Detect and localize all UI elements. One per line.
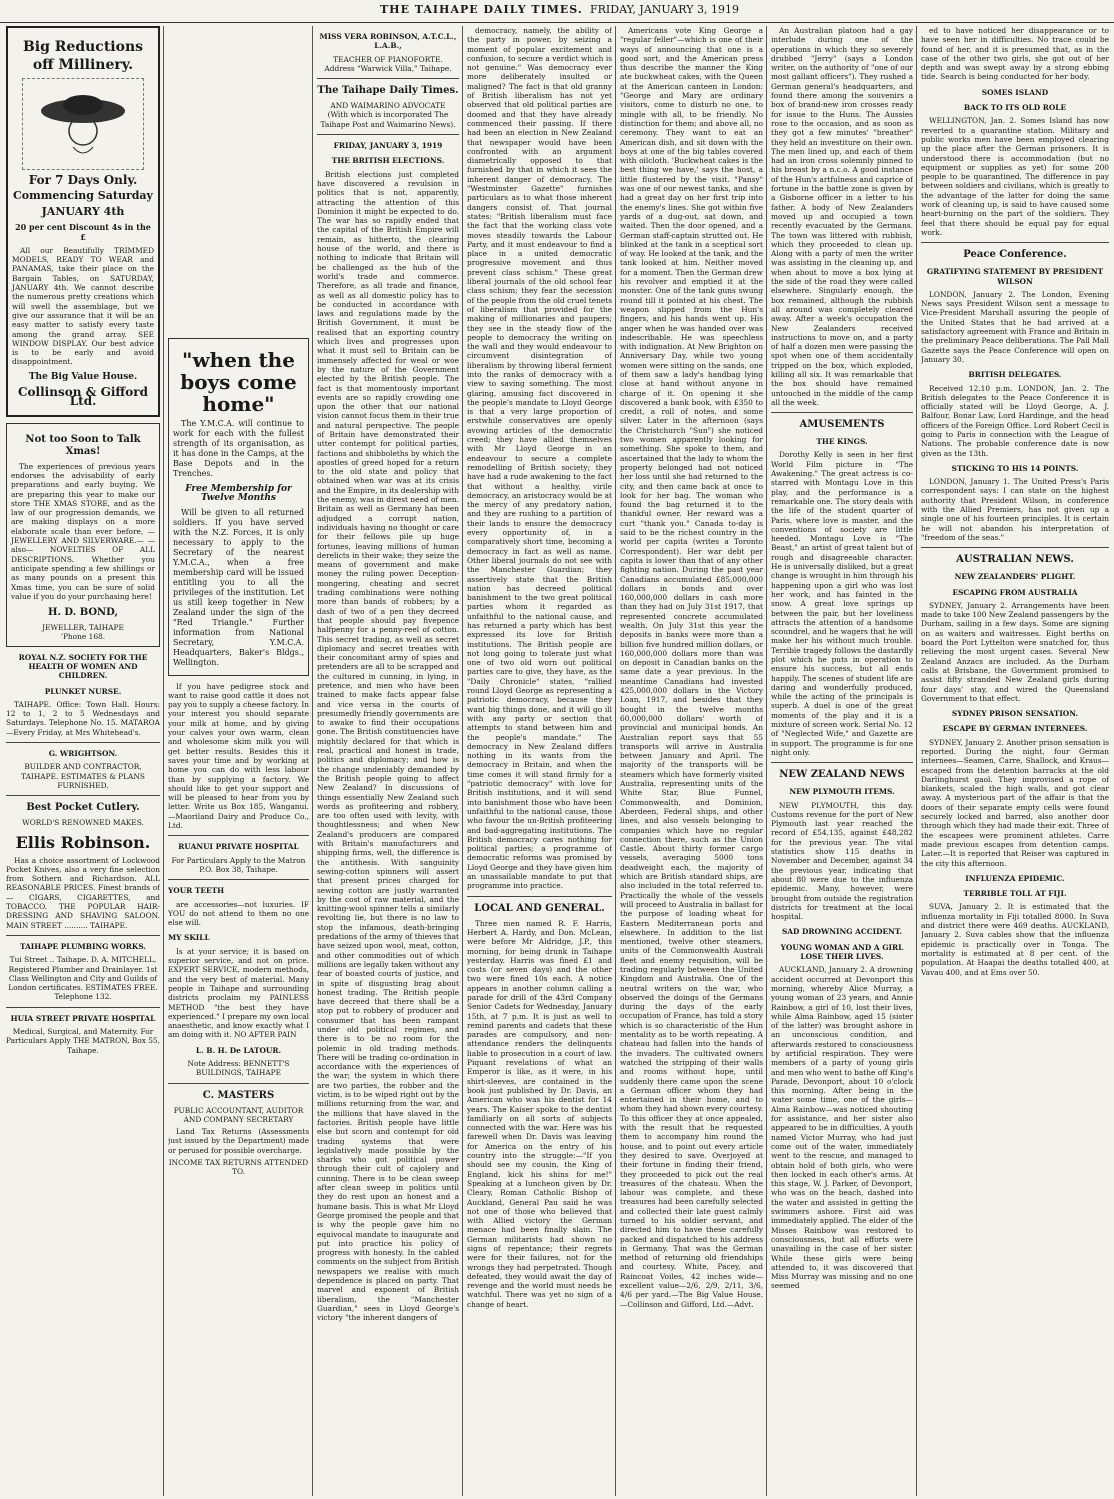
masters-body-2: Land Tax Returns (Assessments just issued by the Department) made or perused for possible overcharge. bbox=[168, 1127, 309, 1155]
plunket-society: ROYAL N.Z. SOCIETY FOR THE HEALTH OF WOMEN AND CHILDREN. bbox=[18, 652, 148, 681]
skill-title: MY SKILL bbox=[168, 933, 210, 943]
editorial-headline: THE BRITISH ELECTIONS. bbox=[331, 156, 445, 166]
plunket-title: PLUNKET NURSE. bbox=[44, 686, 122, 696]
divider bbox=[6, 1007, 160, 1008]
ad-headline: Big Reductions off Millinery. bbox=[22, 39, 144, 73]
divider bbox=[168, 879, 309, 880]
ad-commencing: Commencing Saturday bbox=[13, 189, 153, 203]
column-rule bbox=[766, 26, 767, 1496]
points-body: LONDON, January 1. The United Press's Paris correspondent says: I can state on the highest authority that President Wilson, in conference with the Allied Premiers, has not given up a single one of his fourteen principles. It is certain he will not abandon his interpretation of "freedom of the seas." bbox=[921, 477, 1109, 542]
divider bbox=[921, 547, 1109, 548]
new-plymouth-body: NEW PLYMOUTH, this day. Customs revenue for the port of New Plymouth last year reached the record of £54,135, against £48,282 for the previous year. The vital statistics show 115 deaths in November and December, against 34 the previous year, indicating that about 80 were due to the influenza epidemic. Many, however, were brought from outside the registration districts for treatment at the local hospital. bbox=[771, 800, 913, 922]
column-rule bbox=[312, 26, 313, 1496]
divider bbox=[168, 835, 309, 836]
divider bbox=[6, 742, 160, 743]
somes-headline: SOMES ISLAND bbox=[981, 87, 1049, 97]
divider bbox=[771, 762, 913, 763]
influenza-body: SUVA, January 2. It is estimated that the influenza mortality in Fiji totalled 8000. In Suva and district there were 469 deaths. AUCKLAND, January 2. Suva cables show that the influenza epidemic is practically over in Tonga. The mortality is estimated at 8 per cent. of the population. At Haapai the deaths totalled 400, at Vavau 400, and at Ems over 50. bbox=[921, 902, 1109, 977]
ad-body: The experiences of previous years endorses the advisability of early preparations and early buying. We are preparing this year to make our store THE XMAS STORE, and as the law of our progression demands, we are making displays on a more elaborate scale than ever before, —JEWELLERY AND SILVERWARE.— —also— NOVELTIES OF ALL DESCRIPTIONS. Whether you anticipate spending a few shillings or as many pounds on a present this Xmas time, you can be sure of solid value if you do your purchasing here! bbox=[11, 461, 155, 601]
masthead bbox=[0, 0, 1114, 23]
column-2-top-space bbox=[168, 26, 309, 338]
editorial-body: British elections just completed have discovered a revulsion in politics that is not, apparently, attracting the attention of this Dominion it might be expected to do. The war has so rapidly ended that the capital of the British Empire will remain, as hitherto, the clearing house of the world, and there is nothing to indicate that Britain will be challenged as the hub of the world's trade and commerce. Therefore, as all trade and finance, as well as all domestic policy has to be conducted in accordance with laws and regulations made by the British Government, it must be realised that an exporting country which lives and progresses upon what it must sell to Britain can be immensely affected for weal or woe by the nature of the Government elected by the British people. The fact is that momentously important events are so rapidly crowding one upon the other that our national vision cannot focus them in their true and natural perspective. The people of Britain have demonstrated their utter contempt for political parties, factions and shibboleths by which the apostles of greed hoped for a return to the old state and policy that obtained when war was at its crisis and the Empire, in its dealership with the enemy, was in direst need of men. Britain as well as Germany has been adjudged a corrupt nation, individuals having no thought or care for their fellows pile up huge fortunes, leaving millions of human derelicts in their wake; they seize the means of government and make money the ruling power. Deception-mongering, cheating and secret trading combinations were nothing more than bands of robbers; by a dash of two of a pen they decreed that people should pay fivepence halfpenny for a penny-reel of cotton. This secret trading, as well as secret diplomacy and secret treaties with their concomitant army of spies and pretenders are all to be scrapped and the cultured in cunning, in lying, in pretence, and men who have been trained to make facts appear false and vice versa in the courts of presumedly friendly governments are to awake to find their occupations gone. The British constituencies have mightily declared for that which is real, practical and honest in trade, politics and diplomacy; and how is the change undeniably demanded by the British people going to affect New Zealand? In discussions of things essentially New Zealand such words as profiteering and robbery, are too often used with levity, with thoughtlessness; and when New Zealand's producers are compared with Britain's manufacturers and shipping firms, well, the difference is the antithesis. With sanguinity sewing-cotton spinners will assert that present prices charged for sewing cotton are justly warranted by the cost of raw material, and the knitting-wool spinner tells a similarly revolting lie, but there is no law to stop the infamous, death-bringing predations of the army of thieves that have seized upon wool, meat, cotton, and other commodities out of which millions are legally taken without any fear of boasted courts of justice, and in spite of disgusting brag about honest trading. The British people have decreed that there shall be a stop put to robbery of producer and consumer that has been rampant under old political regimes, and there is to be no room for the polemic in old trading methods. There will be trading co-ordination in accordance with the experiences of the war; the system in which there are two parties, the robber and the victim, is to be wiped right out by the millions returning from the war, and the millions that have slaved in the factories. British people have little else but scorn and contempt for old trading systems that were legislatively made possible by the sharks who got political power through their cult of cajolery and cunning. There is to be clean sweep after clean sweep in politics until they do rest upon an honest and a humane basis. This is what Mr Lloyd George promised the people and that is why the people gave him no equivocal mandate to inaugurate and put into practice his policy of progress with honesty. In the cabled comments on the subject from British newspapers we realise with much dependence is placed on party. That marvel and exponent of British liberalism, the "Manchester Guardian," sees in Lloyd George's victory "the inherent dangers of bbox=[317, 169, 459, 1323]
masters-body-3: INCOME TAX RETURNS ATTENDED TO. bbox=[168, 1158, 309, 1177]
teacher-name: MISS VERA ROBINSON, A.T.C.L., L.A.B., bbox=[319, 32, 457, 51]
ad-discount: 20 per cent Discount 4s in the £ bbox=[15, 221, 151, 242]
drowning-continued: ed to have noticed her disappearance or to have seen her in difficulties. No trace could be found of her, and it is presumed that, as in the case of the other two girls, she got out of her depth and was swept away by a strong ebbing tide. Search is being conducted for her body. bbox=[921, 26, 1109, 82]
plumbing-body: Tui Street .. Taihape. D. A. MITCHELL, Registered Plumber and Drainlayer. 1st Class Wellington and City and Guilds of London certificates. ESTIMATES FREE. Telephone 132. bbox=[8, 955, 158, 1002]
cutlery-body: Has a choice assortment of Lockwood Pocket Knives, also a very fine selection from Sothern and Richardson. ALL REASONABLE PRICES. Finest brands of— CIGARS, CIGARETTES, and TOBACCO. THE POPULAR HAIR-DRESSING AND SHAVING SALOON. MAIN STREET .......... TAIHAPE. bbox=[6, 855, 160, 930]
news-paragraphs: Americans vote King George a "regular feller"—which is one of their ways of announcing that one is a good sort, and the American press thus describe the manner the King ate buckwheat cakes, with the Queen at the American canteen in London: "George and Mary are ordinary visitors, come to disturb no one, to mingle with all, to be friendly. No distinction for them; and above all, no ceremony. They want to eat an American dish, and sit down with the boys at one of the big tables covered with oilcloth. 'Buckwheat cakes is the best thing we have,' says the host, a little flustered by the visit. "Pansy" was one of our newest tanks, and she had a great day on her first trip into the enemy's lines. She got within five yards of a dug-out, sat down, and waited. Then the door opened, and a German staff-captain strutted out. He blinked at the tank in a sceptical sort of way. He looked at the tank, and the tank looked at him. Neither moved for a moment. Then the German drew his revolver and emptied it at the monster. One of the tank guns swung round till it pointed at his chest. The weapon slipped from the Hun's fingers, and his hands went up. His anger when he was handed over was indescribable. He was speechless with indignation. At New Brighton on Anniversary Day, while two young women were sitting on the sands, one of them saw a lady's handbag lying close at hand without anyone in charge of it. On opening it she discovered a bank book, with £350 to credit, a roll of notes, and some silver. Later in the afternoon (says the Christchurch "Sun") she noticed two women apparently looking for something. She spoke to them, and ascertained that the lady to whom the property belonged had not noticed her loss until she had returned to the city, and then came back at once to look for her bag. The woman who found the bag returned it to the thankful owner. Her reward was a curt "thank you." Canada to-day is said to be the richest country in the world per capita (writes a Toronto Correspondent). Her war debt per capita is lower than that of any other fighting nation. During the past year Canadians accumulated £85,000,000 dollars in bonds and over 160,000,000 dollars in cash more than they had on July 31st 1917, that represented concrete accumulated wealth. On July 31st this year the deposits in banks were more than a billion five hundred million dollars, or 160,000,000 dollars more than was on deposit in Canadian banks on the same date a year previous. In the meantime Canadians had invested 425,000,000 dollars in the Victory Loan, 1917, and besides that they bought in the twelve months 60,000,000 dollars' worth of provincial and municipal bonds. An Australian report says that 55 transports will arrive in Australia between January and April. The majority of the transports will be steamers which have formerly visited Australia, representing units of the White Star, Blue Funnel, Commonwealth, and Dominion, Aberdeen, Federal ships, and other lines, and also vessels belonging to companies which have no regular connection there, such as the Union Castle. About thirty former cargo vessels, averaging 5000 tons deadweight each, the majority of which are British standard ships, are also included in the total referred to. Practically the whole of the vessels will proceed to Australia in ballast for the purpose of loading wheat for Eastern Mediterranean ports and elsewhere. In addition to the list mentioned, twelve other steamers, units of the Commonwealth Australi fleet and enemy requisition, will be trading regularly between the United Kingdom and Australia. One of the neutral writers on the war, who observed the doings of the Germans during the days of the early occupation of France, has told a story which is so characteristic of the Hun mentality as to be worth repeating. A chateau had fallen into the hands of the invaders. The cultivated owners watched the stripping of their walls and rooms without hope, until suddenly there came upon the scene a German officer whom they had entertained in their home, and to whom they had shown every courtesy. To this officer they at once appealed, with the result that he requested them to accompany him round the house, and to point out every article they desired to save. Overjoyed at their fortune in finding their friend, they proceeded to pick out the real treasures of the chateau. When the labour was complete, and these treasures had been carefully selected and collected their late guest calmly turned to his soldier servant, and directed him to have these carefully packed and dispatched to his address in Germany. That was the German method of returning old friendships and courtesy. White, Pacey, and Raincoat Voiles, 42 inches wide—excellent value—2/6, 2/9, 2/11, 3/6, 4/6 per yard.—The Big Value House.—Collinson and Gifford, Ltd.—Advt. bbox=[620, 26, 763, 1309]
paper-sub: AND WAIMARINO ADVOCATE bbox=[330, 101, 446, 111]
ad-body: All our Beautifully TRIMMED MODELS, READY TO WEAR and PANAMAS, take their place on the Bargain Tables, on SATURDAY, JANUARY 4th. We cannot describe the numerous pretty creations which will swell the assemblage, but we give our assurance that it will be an easy matter to satisfy every taste among the grand array. SEE WINDOW DISPLAY. Our best advice is to be early and avoid disappointment. bbox=[12, 245, 154, 367]
divider bbox=[771, 412, 913, 413]
editorial-date: FRIDAY, JANUARY 3, 1919 bbox=[333, 141, 443, 151]
skill-body: Is at your service; it is based on superior service, and not on price. EXPERT SERVICE, modern methods, and the very best of material. Many people in Taihape and surrounding districts proclaim my PAINLESS METHOD "the best they have experienced." I prepare my own local anaesthetic, and know exactly what I am doing with it. NO AFTER PAIN bbox=[168, 946, 309, 1040]
plumbing-title: TAIHAPE PLUMBING WORKS. bbox=[19, 941, 147, 951]
drowning-subhead: YOUNG WOMAN AND A GIRL LOSE THEIR LIVES. bbox=[780, 942, 904, 962]
teacher-role: TEACHER OF PIANOFORTE. bbox=[333, 54, 443, 64]
column-2 bbox=[168, 26, 309, 1496]
nz-news-headline: NEW ZEALAND NEWS bbox=[779, 769, 905, 781]
ad-date: JANUARY 4th bbox=[41, 204, 125, 218]
local-headline: LOCAL AND GENERAL. bbox=[474, 902, 605, 914]
dentist-address: Note Address: BENNETT'S BUILDINGS, TAIHAPE bbox=[187, 1058, 290, 1078]
australian-subhead: NEW ZEALANDERS' PLIGHT. bbox=[954, 572, 1076, 582]
local-body: Three men named R. F. Harris, Herbert A. Hardy, and Don. McLean, were before Mr Aldridge, J.P., this morning, for being drunk in Taihape yesterday. Harris was fined £1 and costs (or seven days) and the other two were fined 10s each. A notice appears in another column calling a parade for drill of the 43rd Company Senior Cadets for Wednesday, January 15th, at 7 p.m. It is just as well to remind parents and cadets that these parades are compulsory, and non-attendance renders the delinquents liable to prosecution in a court of law. Piquant revelations of what an Emperor is like, as it were, in his shirt-sleeves, are contained in the book just published by Dr. Davis, an American who was his dentist for 14 years. The Kaiser spoke to the dentist familiarly on all sorts of subjects connected with the war. Here was his farewell when Dr. Davis was leaving for America on the entry of his country into the struggle:—"If you should see my cousin, the King of England, kick his shins for me!" Speaking at a luncheon given by Dr. Cleary, Roman Catholic Bishop of Auckland, General Pau said he was not one of those who believed that with Allied victory the German menace had been finally slain. The German militarists had shown no signs of repentance; their regrets were for their failures, not for the wrongs they had perpetrated. Though defeated, they would await the day of revenge and the world must needs be watchful. There was yet no sign of a change of heart. bbox=[467, 918, 612, 1309]
builder-body: BUILDER AND CONTRACTOR, TAIHAPE. ESTIMATES & PLANS FURNISHED. bbox=[21, 762, 145, 790]
divider bbox=[6, 935, 160, 936]
ad-phone: 'Phone 168. bbox=[60, 632, 106, 642]
news-paragraphs: An Australian platoon had a gay interlude during one of the operations in which they so severely drubbed "Jerry" (says a London writer, on the authority of "one of our most gallant officers"). They rushed a German general's headquarters, and found there among the souvenirs a box of brand-new iron crosses ready for issue to the Huns. The Aussies rose to the occasion, and as soon as they got a few minutes' "breather" they held an investiture on their own. The men lined up, and each of them had an iron cross solemnly pinned to his breast by a n.c.o. A good instance of the Hun's artfulness and caprice of fortune in the battle zone is given by a Gisborne officer in a letter to his father. A body of New Zealanders moved up and occupied a town recently evacuated by the Germans. The town was littered with rubbish, which they proceeded to clean up. Along with a party of men the writer was assisting in the cleaning up, and when about to move a box lying at the side of the road they were called elsewhere. Singularly enough, the box remained, although the rubbish all around was completely cleared away. After a week's occupation the New Zealanders received instructions to move on, and a party of half a dozen men were passing the spot when one of them accidentally tripped on the box, which exploded, killing all six. It was remarkable that the box should have remained untouched in the middle of the camp all the week. bbox=[771, 26, 913, 407]
ruanui-body: For Particulars Apply to the Matron P.O. Box 38, Taihape. bbox=[171, 855, 306, 874]
ymca-free: Free Membership for Twelve Months bbox=[185, 484, 292, 504]
points-headline: STICKING TO HIS 14 POINTS. bbox=[951, 463, 1079, 473]
delegates-body: Received 12.10 p.m. LONDON, Jan. 2. The British delegates to the Peace Conference it is officially stated will be Lloyd George, A. J. Balfour, Bonar Law, Lord Hardinge, and the head officers of the Foreign Office. Lord Robert Cecil is going to Paris in connection with the League of Nations. The probable conference date is now given as the 13th. bbox=[921, 383, 1109, 458]
peace-subhead: GRATIFYING STATEMENT BY PRESIDENT WILSON bbox=[926, 267, 1104, 286]
millinery-ad bbox=[6, 26, 160, 417]
ad-firm: Collinson & Gifford Ltd. bbox=[17, 385, 148, 409]
kings-headline: THE KINGS. bbox=[816, 437, 868, 447]
column-rule bbox=[163, 26, 164, 1496]
teeth-title: YOUR TEETH bbox=[168, 886, 225, 896]
column-6 bbox=[771, 26, 913, 1496]
delegates-headline: BRITISH DELEGATES. bbox=[968, 370, 1062, 380]
paper-name: The Taihape Daily Times. bbox=[317, 85, 459, 97]
masters-body: PUBLIC ACCOUNTANT, AUDITOR AND COMPANY SECRETARY bbox=[173, 1105, 304, 1124]
australian-subhead-2: ESCAPING FROM AUSTRALIA bbox=[952, 587, 1078, 597]
builder-title: G. WRIGHTSON. bbox=[48, 749, 118, 759]
hospital-title: HUIA STREET PRIVATE HOSPITAL bbox=[10, 1013, 156, 1023]
teeth-body: are accessories—not luxuries. IF YOU do not attend to them no one else will. bbox=[168, 899, 309, 928]
ad-house: The Big Value House. bbox=[28, 371, 138, 382]
amusements-headline: AMUSEMENTS bbox=[799, 419, 885, 431]
masthead-date: FRIDAY, JANUARY 3, 1919 bbox=[590, 3, 739, 16]
ymca-body: The Y.M.C.A. will continue to work for each with the fullest strength of its organisation, as it has done in the Camps, at the Base Depots and in the Trenches. bbox=[173, 419, 304, 478]
prison-body: SYDNEY, January 2. Another prison sensation is reported. During the night, four German internees—Seamen, Carre, Shallock, and Kraus—escaped from the detention barracks at the old Darlinghurst gaol. They improvised a rope of blankets, scaled the high walls, and got clear away. A mysterious part of the affair is that the doors of their separate empty cells were found securely locked and barred, also another door through which they had made their exit. Three of the escapees were prominent athletes. Carre made previous escapes from detention camps. Later.—It is reported that Reiser was captured in the city this afternoon. bbox=[921, 737, 1109, 868]
masthead-title: THE TAIHAPE DAILY TIMES. bbox=[380, 3, 583, 16]
influenza-headline: INFLUENZA EPIDEMIC. bbox=[965, 873, 1065, 883]
divider bbox=[6, 795, 160, 796]
drowning-body: AUCKLAND, January 2. A drowning accident occurred at Devonport this morning, whereby Alice Murray, a young woman of 23 years, and Annie Rainbow, a girl of 10, lost their lives, while Alma Rainbow, aged 15 (sister of the latter) was brought ashore in an unconscious condition, and afterwards restored to consciousness by artificial respiration. They were members of a party of young girls and men who went to bathe off King's Parade, Devonport, about 10 o'clock this morning. After being in the water some time, one of the girls—Alma Rainbow—was noticed shouting for assistance, and her sister also appeared to be in difficulties. A youth named Victor Murray, who had just come out of the water, immediately went to the rescue, and managed to obtain hold of both girls, who were then locked in each other's arms. At this stage, W. J. Parker, of Devonport, who was on the beach, dashed into the water and assisted in getting the swimmers ashore. First aid was immediately applied. The elder of the Misses Rainbow was restored to consciousness, but all efforts were unavailing in the case of her sister. While these girls were being attended to, it was discovered that Miss Murray was missing and no one seemed bbox=[771, 965, 913, 1291]
divider bbox=[317, 134, 459, 135]
peace-body: LONDON, January 2. The London, Evening News says President Wilson sent a message to Vice-President Marshall assuring the people of the United States that he had arrived at a satisfactory agreement with France and Britain in the preliminary Peace deliberations. The Pall Mall Gazette says the Peace Conference will open on January 30. bbox=[921, 289, 1109, 364]
somes-body: WELLINGTON, Jan. 2. Somes Island has now reverted to a quarantine station. Military and public works men have been employed clearing up the place after the German prisoners. It is understood there is accommodation (but no equipment or supplies as yet) for some 200 people to be quarantined. The difference in pay between soldiers and civilians, which is greatly to the advantage of the latter for doing the same work of cleaning up, is said to have caused some heart-burning on the part of the soldiers. They feel that there should be equal pay for equal work. bbox=[921, 116, 1109, 237]
ad-headline: Not too Soon to Talk Xmas! bbox=[25, 433, 141, 457]
column-rule bbox=[462, 26, 463, 1496]
ad-days: For 7 Days Only. bbox=[28, 173, 138, 187]
hat-illustration bbox=[22, 78, 144, 170]
cutlery-name: Ellis Robinson. bbox=[15, 832, 151, 852]
prison-headline: SYDNEY PRISON SENSATION. bbox=[951, 709, 1079, 719]
ymca-body-2: Will be given to all returned soldiers. If you have served with the N.Z. Forces, it is only necessary to apply to the Secretary of the nearest Y.M.C.A., when a free membership card will be issued entitling you to all the privileges of the institution. Let us still keep together in New Zealand under the sign of the "Red Triangle." Further information from National Secretary, Y.M.C.A. Headquarters, Baker's Bldgs., Wellington. bbox=[173, 507, 304, 667]
influenza-subhead: TERRIBLE TOLL AT FIJI. bbox=[963, 889, 1067, 899]
hospital-body: Medical, Surgical, and Maternity. For Particulars Apply THE MATRON, Box 55, Taihape. bbox=[6, 1027, 160, 1055]
divider bbox=[467, 896, 612, 897]
teacher-address: Address "Warwick Villa," Taihape. bbox=[324, 63, 452, 73]
australian-body: SYDNEY, January 2. Arrangements have been made to take 100 New Zealand passengers by the Durham, sailing in a few days. Some are signing on as waiters and waitresses. Eight berths on board the Port Lyttelton were snatched for, thus relieving the most urgent cases. Several New Zealand Anzacs are included. As the Durham calls at Brisbane, the Government promised to assist fifty stranded New Zealand girls during four days' stay, and wired the Queensland Government to that effect. bbox=[921, 600, 1109, 703]
xmas-ad bbox=[6, 423, 160, 647]
kings-body: Dorothy Kelly is seen in her first World Film picture in "The Awakening." The great actress is co-starred with Montagu Love in this play, and the performance is a remarkable one. The story deals with the life of the student quarter of Paris, where love is master, and the conventions of society are little heeded. Montagu Love is "The Beast," an artist of great talent but of rough and disagreeable character. He is universally disliked, but a great change is wrought in him through his happening upon a girl who was lost her work, and has fainted in the snow. A great love springs up between the pair, but her loveliness attracts the attention of a handsome scoundrel, and he wagers that he will make her his without much trouble. Terrible tragedy follows the dastardly plot which he puts in operation to ensure his success, but all ends happily. The scenes of student life are daring and wonderfully produced, while the acting of the principals is superb. A duel is one of the great moments of the play and it is a mixture of screen work. Serial No. 12 of "Neglected Wife," and Gazette are in support. The programme is for one night only. bbox=[771, 450, 913, 757]
ruanui-title: RUANUI PRIVATE HOSPITAL bbox=[178, 842, 299, 852]
peace-headline: Peace Conference. bbox=[963, 249, 1067, 261]
prison-subhead: ESCAPE BY GERMAN INTERNEES. bbox=[942, 724, 1088, 734]
masters-title: C. MASTERS bbox=[202, 1089, 275, 1101]
column-rule bbox=[615, 26, 616, 1496]
ymca-headline: "when the boys come home" bbox=[180, 348, 297, 416]
column-rule bbox=[916, 26, 917, 1496]
column-3 bbox=[317, 26, 459, 1496]
plunket-body: TAIHAPE. Office: Town Hall. Hours: 12 to 1, 2 to 5 Wednesdays and Saturdays. Telephone No. 15. MATAROA—Every Friday, at Mrs Whitehead's. bbox=[6, 699, 160, 737]
dentist-name: L. B. H. De LATOUR. bbox=[195, 1045, 282, 1055]
divider bbox=[168, 1083, 309, 1084]
paper-note: (With which is incorporated The Taihape Post and Waimarino News). bbox=[320, 110, 456, 129]
dairy-ad: If you have pedigree stock and want to raise good cattle it does not pay you to supply a cheese factory. In your interest you should separate your milk at home, and by giving your calves your own warm, clean and wholesome skim milk you will get better results. Besides this it saves your time and by working at home you can do with less labour than by supplying a factory. We should like to get your support and will be pleased to hear from you by letter. Write us Box 185, Wanganui. —Maoriland Dairy and Produce Co., Ltd. bbox=[168, 681, 309, 831]
column-7 bbox=[921, 26, 1109, 1496]
divider bbox=[921, 242, 1109, 243]
australian-headline: AUSTRALIAN NEWS. bbox=[956, 554, 1074, 566]
cutlery-title: Best Pocket Cutlery. bbox=[26, 802, 140, 814]
new-plymouth-headline: NEW PLYMOUTH ITEMS. bbox=[789, 787, 895, 797]
cutlery-sub: WORLD'S RENOWNED MAKES. bbox=[22, 818, 144, 828]
drowning-headline: SAD DROWNING ACCIDENT. bbox=[781, 927, 903, 937]
column-5 bbox=[620, 26, 763, 1496]
ad-trade: JEWELLER, TAIHAPE bbox=[42, 623, 124, 633]
somes-subhead: BACK TO ITS OLD ROLE bbox=[963, 103, 1067, 113]
column-4 bbox=[467, 26, 612, 1496]
ad-name: H. D. BOND, bbox=[48, 607, 118, 619]
divider bbox=[317, 78, 459, 79]
editorial-continued: democracy, namely, the ability of the party in power, by seizing a moment of popular excitement and confusion, to secure a verdict which is not genuine." Was democracy ever more deliberately insulted or maligned? The fact is that old granny of British liberalism has not yet observed that old political parties are doomed and that they have already commenced their passing. If there had been an election in New Zealand that newspaper would have been confronted with an argument diametrically opposed to that furnished by that in which it sees the inherent danger of democracy. The "Westminster Gazette" furnishes particulars as to what those inherent dangers consist of. That journal states: "British liberalism must face the fact that the working class vote moves steadily towards the Labour Party, and it must endeavour to find a place in a united democratic progressive movement and thus prevent class schism." These great liberal journals of the old school fear class schism; they fear the secession of the people from the old cruel tenets of liberalism that provided for the making of millionaries and paupers; they see in the steady flow of the people to democracy the writing on the wall and they would endeavour to circumvent disintegration of liberalism by throwing liberal ferment into the ranks of democracy with a view to saving something. The most glaring, amusing fact discovered in the people's mandate to Lloyd George is that a very large proportion of erstwhile conservatives are openly avowing articles of the democratic creed; they have allied themselves with Mr Lloyd George in an endeavour to secure a complete remodelling of British society; they have had a rude awakening to the fact that without a healthy, virile democracy, an aristocracy would be at the mercy of any predatory nation, and they are rushing to a partition of their lands to ensure the democracy every opportunity of, in a comparatively short time, becoming a democracy in fact as well as name. Other liberal journals do not see with the Manchester Guardian; they assertively state that the British nation has decreed political banishment to the two great political parties whom it regarded as unfaithful to the national cause, and has returned a party which has best expressed its love for British institutions. The British people are not long going to tolerate just what one of two old worn out political parties care to give, they have, as the "Daily Chronicle" states, "rallied round Lloyd George as representing a patriotic democracy, because they want big things done, and it will go ill with any party or section that attempts to stand between him and the people's mandate." The democracy in New Zealand differs nothing in its wants from the democracy in Britain, and when the time comes it will stand firmly for a "patriotic democracy" with love for British institutions, and it will send into banishment those who have been unfaithful to the national cause, those who favour the un-British profiteering and bad-aggregating institutions. The British democracy cares nothing for political parties; a programme of democratic reforms was promised by Lloyd George and they have given him an unassailable mandate to put that programme into practice. bbox=[467, 26, 612, 891]
ymca-ad bbox=[168, 338, 309, 676]
column-1 bbox=[6, 26, 160, 1496]
